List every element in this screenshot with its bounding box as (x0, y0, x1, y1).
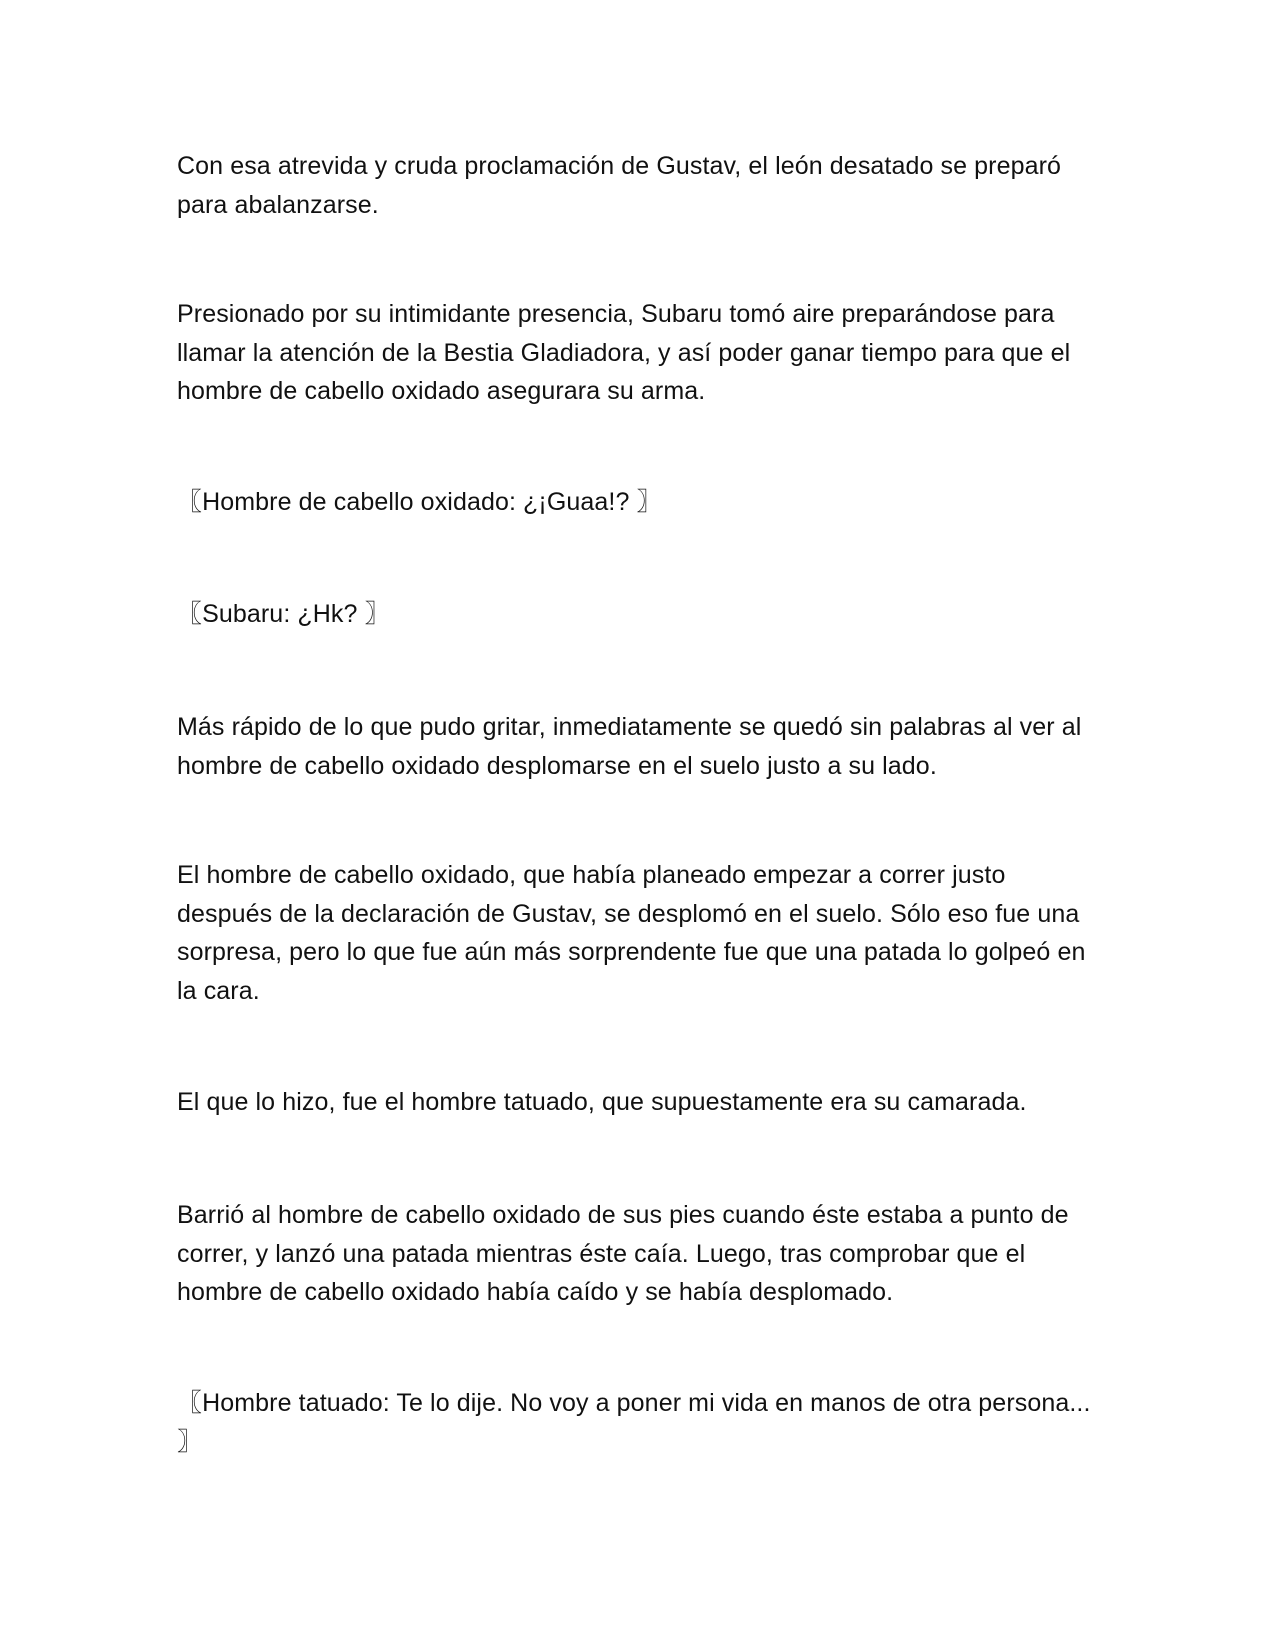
paragraph-5: El que lo hizo, fue el hombre tatuado, que supuestamente era su camarada. (177, 1088, 1027, 1116)
paragraph-3: Más rápido de lo que pudo gritar, inmediatamente se quedó sin palabras al ver al hombre de cabello oxidado desplomarse en el suelo justo a su lado. (177, 713, 1082, 780)
paragraph-1: Con esa atrevida y cruda proclamación de Gustav, el león desatado se preparó para abalanzarse. (177, 152, 1062, 219)
paragraph-2: Presionado por su intimidante presencia, Subaru tomó aire preparándose para llamar la atención de la Bestia Gladiadora, y así poder ganar tiempo para que el hombre de cabello oxidado asegurara su arma. (177, 300, 1071, 405)
paragraph-6: Barrió al hombre de cabello oxidado de sus pies cuando éste estaba a punto de correr, y lanzó una patada mientras éste caía. Luego, tras comprobar que el hombre de cabello oxidado había caído y se había desplomado. (177, 1201, 1069, 1306)
dialogue-line-3: 〖Hombre tatuado: Te lo dije. No voy a poner mi vida en manos de otra persona... 〗 (177, 1389, 1091, 1456)
dialogue-line-2: 〖Subaru: ¿Hk? 〗 (177, 600, 390, 628)
paragraph-4: El hombre de cabello oxidado, que había planeado empezar a correr justo después de la declaración de Gustav, se desplomó en el suelo. Sólo eso fue una sorpresa, pero lo que fue aún más sorprendente fue que una patada lo golpeó en la cara. (177, 861, 1086, 1005)
dialogue-line-1: 〖Hombre de cabello oxidado: ¿¡Guaa!? 〗 (177, 488, 662, 516)
